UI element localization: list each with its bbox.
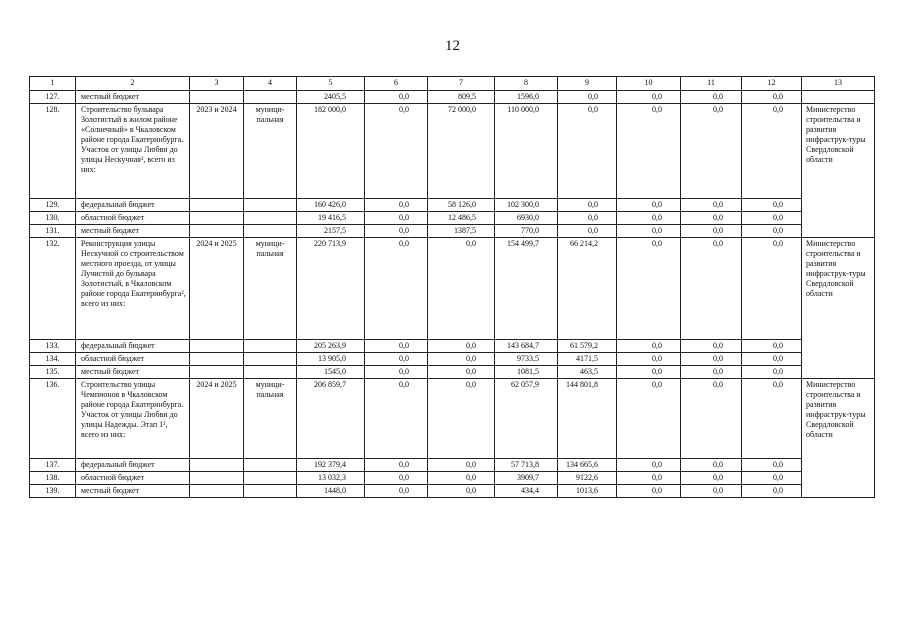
table-row <box>30 212 875 225</box>
amount-cell: 1081,5 <box>495 366 558 379</box>
amount-cell: 0,0 <box>558 199 617 212</box>
amount-cell: 1448,0 <box>297 485 365 498</box>
amount-cell: 0,0 <box>428 366 495 379</box>
amount-cell: 154 499,7 <box>495 238 558 340</box>
amount-cell: 0,0 <box>681 238 742 340</box>
amount-cell: 0,0 <box>617 199 681 212</box>
table-row <box>30 340 875 353</box>
header-cell: 11 <box>681 77 742 91</box>
responsible-organization: Министерство строительства и развития инфраструк-туры Свердловской области <box>802 238 875 340</box>
amount-cell: 0,0 <box>681 212 742 225</box>
amount-cell: 57 713,8 <box>495 459 558 472</box>
header-cell: 12 <box>742 77 802 91</box>
page-number: 12 <box>445 38 460 54</box>
amount-cell: 809,5 <box>428 91 495 104</box>
item-name: местный бюджет <box>76 485 190 498</box>
table-row <box>30 199 875 212</box>
responsible-organization <box>802 485 875 498</box>
header-cell: 4 <box>244 77 297 91</box>
header-cell: 5 <box>297 77 365 91</box>
item-name: местный бюджет <box>76 91 190 104</box>
header-cell: 10 <box>617 77 681 91</box>
ownership-type <box>244 199 297 212</box>
amount-cell: 102 300,0 <box>495 199 558 212</box>
amount-cell: 0,0 <box>742 472 802 485</box>
row-number: 129. <box>30 199 76 212</box>
ownership-type <box>244 91 297 104</box>
amount-cell: 0,0 <box>742 212 802 225</box>
amount-cell: 0,0 <box>365 340 428 353</box>
amount-cell: 0,0 <box>428 353 495 366</box>
ownership-type: муници-пальная <box>244 379 297 459</box>
row-number: 128. <box>30 104 76 199</box>
amount-cell: 61 579,2 <box>558 340 617 353</box>
amount-cell: 2157,5 <box>297 225 365 238</box>
item-name: местный бюджет <box>76 366 190 379</box>
row-number: 130. <box>30 212 76 225</box>
amount-cell: 0,0 <box>617 225 681 238</box>
amount-cell: 0,0 <box>742 199 802 212</box>
item-name: федеральный бюджет <box>76 340 190 353</box>
amount-cell: 0,0 <box>617 366 681 379</box>
amount-cell: 0,0 <box>365 238 428 340</box>
amount-cell: 0,0 <box>617 472 681 485</box>
amount-cell: 0,0 <box>681 91 742 104</box>
amount-cell: 0,0 <box>365 459 428 472</box>
amount-cell: 9122,6 <box>558 472 617 485</box>
amount-cell: 160 426,0 <box>297 199 365 212</box>
responsible-organization <box>802 212 875 225</box>
header-cell: 9 <box>558 77 617 91</box>
responsible-organization <box>802 199 875 212</box>
responsible-organization <box>802 472 875 485</box>
amount-cell: 0,0 <box>742 353 802 366</box>
amount-cell: 220 713,9 <box>297 238 365 340</box>
item-name: областной бюджет <box>76 353 190 366</box>
amount-cell: 0,0 <box>617 459 681 472</box>
amount-cell: 0,0 <box>365 225 428 238</box>
amount-cell: 72 000,0 <box>428 104 495 199</box>
amount-cell: 0,0 <box>428 340 495 353</box>
amount-cell: 0,0 <box>558 212 617 225</box>
amount-cell: 4171,5 <box>558 353 617 366</box>
amount-cell: 1387,5 <box>428 225 495 238</box>
header-cell: 7 <box>428 77 495 91</box>
header-cell: 13 <box>802 77 875 91</box>
item-name: местный бюджет <box>76 225 190 238</box>
amount-cell: 0,0 <box>681 225 742 238</box>
amount-cell: 0,0 <box>365 212 428 225</box>
responsible-organization <box>802 225 875 238</box>
amount-cell: 0,0 <box>617 340 681 353</box>
implementation-years: 2024 и 2025 <box>190 238 244 340</box>
amount-cell: 0,0 <box>681 379 742 459</box>
header-cell: 1 <box>30 77 76 91</box>
amount-cell: 0,0 <box>681 353 742 366</box>
amount-cell: 0,0 <box>681 366 742 379</box>
header-cell: 2 <box>76 77 190 91</box>
implementation-years <box>190 366 244 379</box>
amount-cell: 0,0 <box>428 459 495 472</box>
amount-cell: 143 684,7 <box>495 340 558 353</box>
amount-cell: 0,0 <box>617 104 681 199</box>
amount-cell: 0,0 <box>742 104 802 199</box>
amount-cell: 0,0 <box>365 353 428 366</box>
amount-cell: 19 416,5 <box>297 212 365 225</box>
amount-cell: 66 214,2 <box>558 238 617 340</box>
amount-cell: 3909,7 <box>495 472 558 485</box>
amount-cell: 1013,6 <box>558 485 617 498</box>
amount-cell: 0,0 <box>365 379 428 459</box>
amount-cell: 205 263,9 <box>297 340 365 353</box>
amount-cell: 0,0 <box>617 353 681 366</box>
amount-cell: 0,0 <box>742 366 802 379</box>
header-row <box>30 77 875 91</box>
amount-cell: 182 000,0 <box>297 104 365 199</box>
amount-cell: 0,0 <box>681 472 742 485</box>
amount-cell: 434,4 <box>495 485 558 498</box>
ownership-type <box>244 472 297 485</box>
amount-cell: 13 905,0 <box>297 353 365 366</box>
amount-cell: 12 486,5 <box>428 212 495 225</box>
implementation-years <box>190 485 244 498</box>
table-row <box>30 379 875 459</box>
amount-cell: 0,0 <box>742 238 802 340</box>
row-number: 134. <box>30 353 76 366</box>
responsible-organization: Министерство строительства и развития инфраструк-туры Свердловской области <box>802 104 875 199</box>
implementation-years: 2023 и 2024 <box>190 104 244 199</box>
amount-cell: 192 379,4 <box>297 459 365 472</box>
row-number: 133. <box>30 340 76 353</box>
amount-cell: 0,0 <box>558 225 617 238</box>
amount-cell: 0,0 <box>617 379 681 459</box>
amount-cell: 0,0 <box>365 104 428 199</box>
amount-cell: 110 000,0 <box>495 104 558 199</box>
item-name: Реконструкция улицы Нескучной со строительством местного проезда, от улицы Лучистой до бульвара Золотистый, в Чкаловском районе города Екатеринбурга², всего из них: <box>76 238 190 340</box>
amount-cell: 62 057,9 <box>495 379 558 459</box>
table-row <box>30 353 875 366</box>
implementation-years <box>190 212 244 225</box>
implementation-years <box>190 472 244 485</box>
row-number: 136. <box>30 379 76 459</box>
table-row <box>30 104 875 199</box>
responsible-organization <box>802 340 875 353</box>
table-row <box>30 485 875 498</box>
amount-cell: 144 801,8 <box>558 379 617 459</box>
amount-cell: 770,0 <box>495 225 558 238</box>
item-name: Строительство улицы Чемпионов в Чкаловском районе города Екатеринбурга. Участок от улицы Любви до улицы Надежды. Этап 1², всего из них: <box>76 379 190 459</box>
responsible-organization: Министерство строительства и развития инфраструк-туры Свердловской области <box>802 379 875 459</box>
header-cell: 3 <box>190 77 244 91</box>
row-number: 132. <box>30 238 76 340</box>
implementation-years <box>190 199 244 212</box>
amount-cell: 0,0 <box>428 379 495 459</box>
row-number: 138. <box>30 472 76 485</box>
amount-cell: 134 665,6 <box>558 459 617 472</box>
amount-cell: 0,0 <box>428 485 495 498</box>
amount-cell: 0,0 <box>681 104 742 199</box>
amount-cell: 0,0 <box>742 485 802 498</box>
row-number: 135. <box>30 366 76 379</box>
implementation-years <box>190 353 244 366</box>
responsible-organization <box>802 91 875 104</box>
ownership-type <box>244 485 297 498</box>
amount-cell: 0,0 <box>365 199 428 212</box>
table-row <box>30 225 875 238</box>
amount-cell: 0,0 <box>742 91 802 104</box>
item-name: Строительство бульвара Золотистый в жилом районе «Солнечный» в Чкаловском районе города Екатеринбурга. Участок от улицы Любви до улицы Нескучная³, всего из них: <box>76 104 190 199</box>
table-row <box>30 91 875 104</box>
header-cell: 8 <box>495 77 558 91</box>
item-name: областной бюджет <box>76 212 190 225</box>
amount-cell: 0,0 <box>617 485 681 498</box>
amount-cell: 1545,0 <box>297 366 365 379</box>
amount-cell: 0,0 <box>617 212 681 225</box>
amount-cell: 0,0 <box>742 225 802 238</box>
item-name: областной бюджет <box>76 472 190 485</box>
amount-cell: 0,0 <box>681 340 742 353</box>
table-row <box>30 472 875 485</box>
row-number: 139. <box>30 485 76 498</box>
row-number: 127. <box>30 91 76 104</box>
amount-cell: 2405,5 <box>297 91 365 104</box>
amount-cell: 0,0 <box>742 379 802 459</box>
ownership-type <box>244 340 297 353</box>
amount-cell: 0,0 <box>365 366 428 379</box>
ownership-type: муници-пальная <box>244 104 297 199</box>
amount-cell: 0,0 <box>428 238 495 340</box>
amount-cell: 0,0 <box>681 199 742 212</box>
row-number: 137. <box>30 459 76 472</box>
responsible-organization <box>802 459 875 472</box>
implementation-years: 2024 и 2025 <box>190 379 244 459</box>
amount-cell: 0,0 <box>365 472 428 485</box>
implementation-years <box>190 459 244 472</box>
amount-cell: 58 126,0 <box>428 199 495 212</box>
amount-cell: 0,0 <box>365 91 428 104</box>
ownership-type <box>244 353 297 366</box>
row-number: 131. <box>30 225 76 238</box>
ownership-type: муници-пальная <box>244 238 297 340</box>
amount-cell: 0,0 <box>681 485 742 498</box>
amount-cell: 0,0 <box>742 340 802 353</box>
amount-cell: 0,0 <box>365 485 428 498</box>
amount-cell: 9733,5 <box>495 353 558 366</box>
amount-cell: 0,0 <box>558 104 617 199</box>
amount-cell: 206 859,7 <box>297 379 365 459</box>
table-row <box>30 238 875 340</box>
amount-cell: 6930,0 <box>495 212 558 225</box>
budget-table <box>29 76 875 498</box>
header-cell: 6 <box>365 77 428 91</box>
responsible-organization <box>802 353 875 366</box>
ownership-type <box>244 212 297 225</box>
responsible-organization <box>802 366 875 379</box>
implementation-years <box>190 91 244 104</box>
amount-cell: 463,5 <box>558 366 617 379</box>
ownership-type <box>244 225 297 238</box>
implementation-years <box>190 225 244 238</box>
item-name: федеральный бюджет <box>76 199 190 212</box>
table-row <box>30 459 875 472</box>
amount-cell: 1596,0 <box>495 91 558 104</box>
ownership-type <box>244 459 297 472</box>
amount-cell: 0,0 <box>617 238 681 340</box>
amount-cell: 0,0 <box>428 472 495 485</box>
amount-cell: 13 032,3 <box>297 472 365 485</box>
amount-cell: 0,0 <box>742 459 802 472</box>
amount-cell: 0,0 <box>558 91 617 104</box>
implementation-years <box>190 340 244 353</box>
table-row <box>30 366 875 379</box>
amount-cell: 0,0 <box>617 91 681 104</box>
amount-cell: 0,0 <box>681 459 742 472</box>
ownership-type <box>244 366 297 379</box>
item-name: федеральный бюджет <box>76 459 190 472</box>
